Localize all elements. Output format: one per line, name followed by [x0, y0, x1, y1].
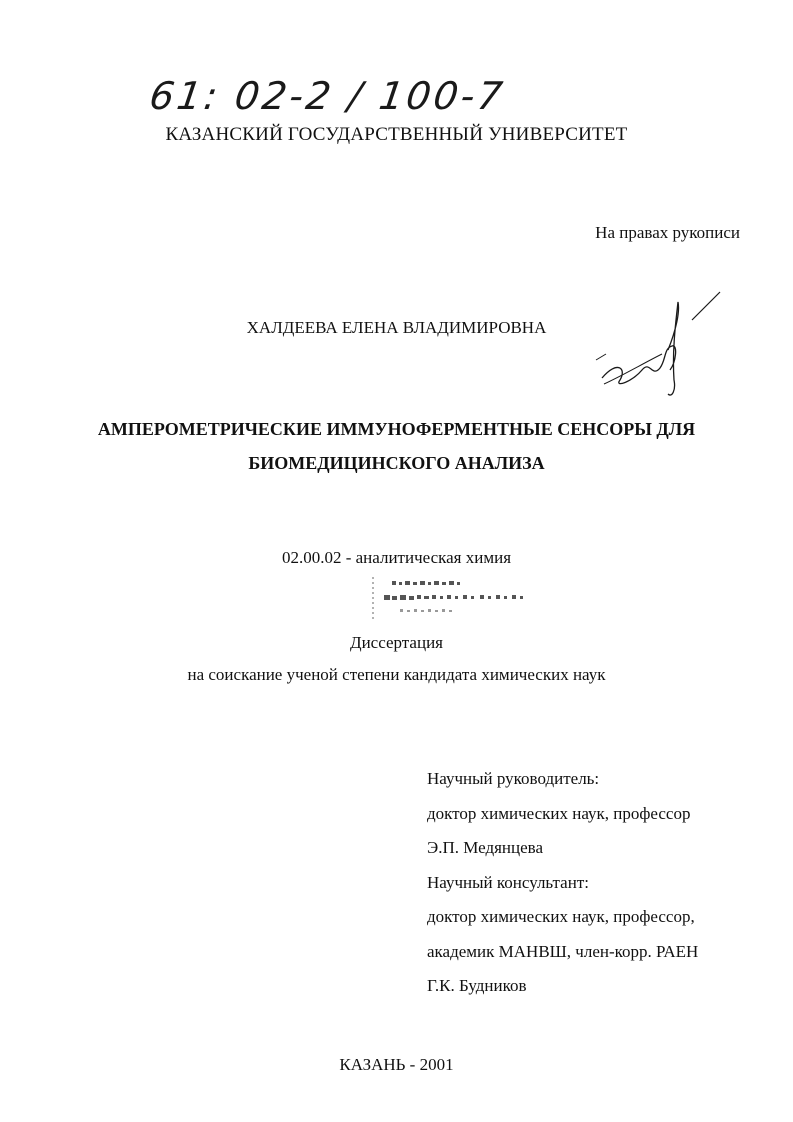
specialty-code: 02.00.02 - аналитическая химия: [281, 548, 512, 567]
consultant-title: доктор химических наук, профессор,: [427, 907, 695, 926]
advisors-block: [427, 762, 698, 1004]
supervisor-title: доктор химических наук, профессор: [427, 803, 691, 823]
consultant-label: Научный консультант:: [427, 872, 589, 892]
city-year: КАЗАНЬ - 2001: [339, 1055, 454, 1074]
signature-image: [592, 290, 732, 400]
consultant-name: Г.К. Будников: [427, 976, 527, 995]
supervisor-name: Э.П. Медянцева: [427, 838, 544, 857]
library-stamp: [370, 573, 535, 625]
archive-code: 61: 02-2 / 100-7: [146, 74, 508, 118]
dissertation-title: [0, 412, 793, 480]
author-name: ХАЛДЕЕВА ЕЛЕНА ВЛАДИМИРОВНА: [246, 318, 547, 337]
supervisor-label: Научный руководитель:: [427, 769, 600, 788]
degree-description: на соискание ученой степени кандидата химических наук: [187, 665, 606, 684]
consultant-rank: академик МАНВШ, член-корр. РАЕН: [427, 941, 699, 961]
title-line-1: АМПЕРОМЕТРИЧЕСКИЕ ИММУНОФЕРМЕНТНЫЕ СЕНСОРЫ ДЛЯ: [97, 419, 696, 439]
document-type: Диссертация: [349, 633, 443, 652]
title-line-2: БИОМЕДИЦИНСКОГО АНАЛИЗА: [248, 453, 545, 473]
manuscript-rights-note: На правах рукописи: [595, 223, 740, 242]
university-name: КАЗАНСКИЙ ГОСУДАРСТВЕННЫЙ УНИВЕРСИТЕТ: [165, 124, 628, 145]
